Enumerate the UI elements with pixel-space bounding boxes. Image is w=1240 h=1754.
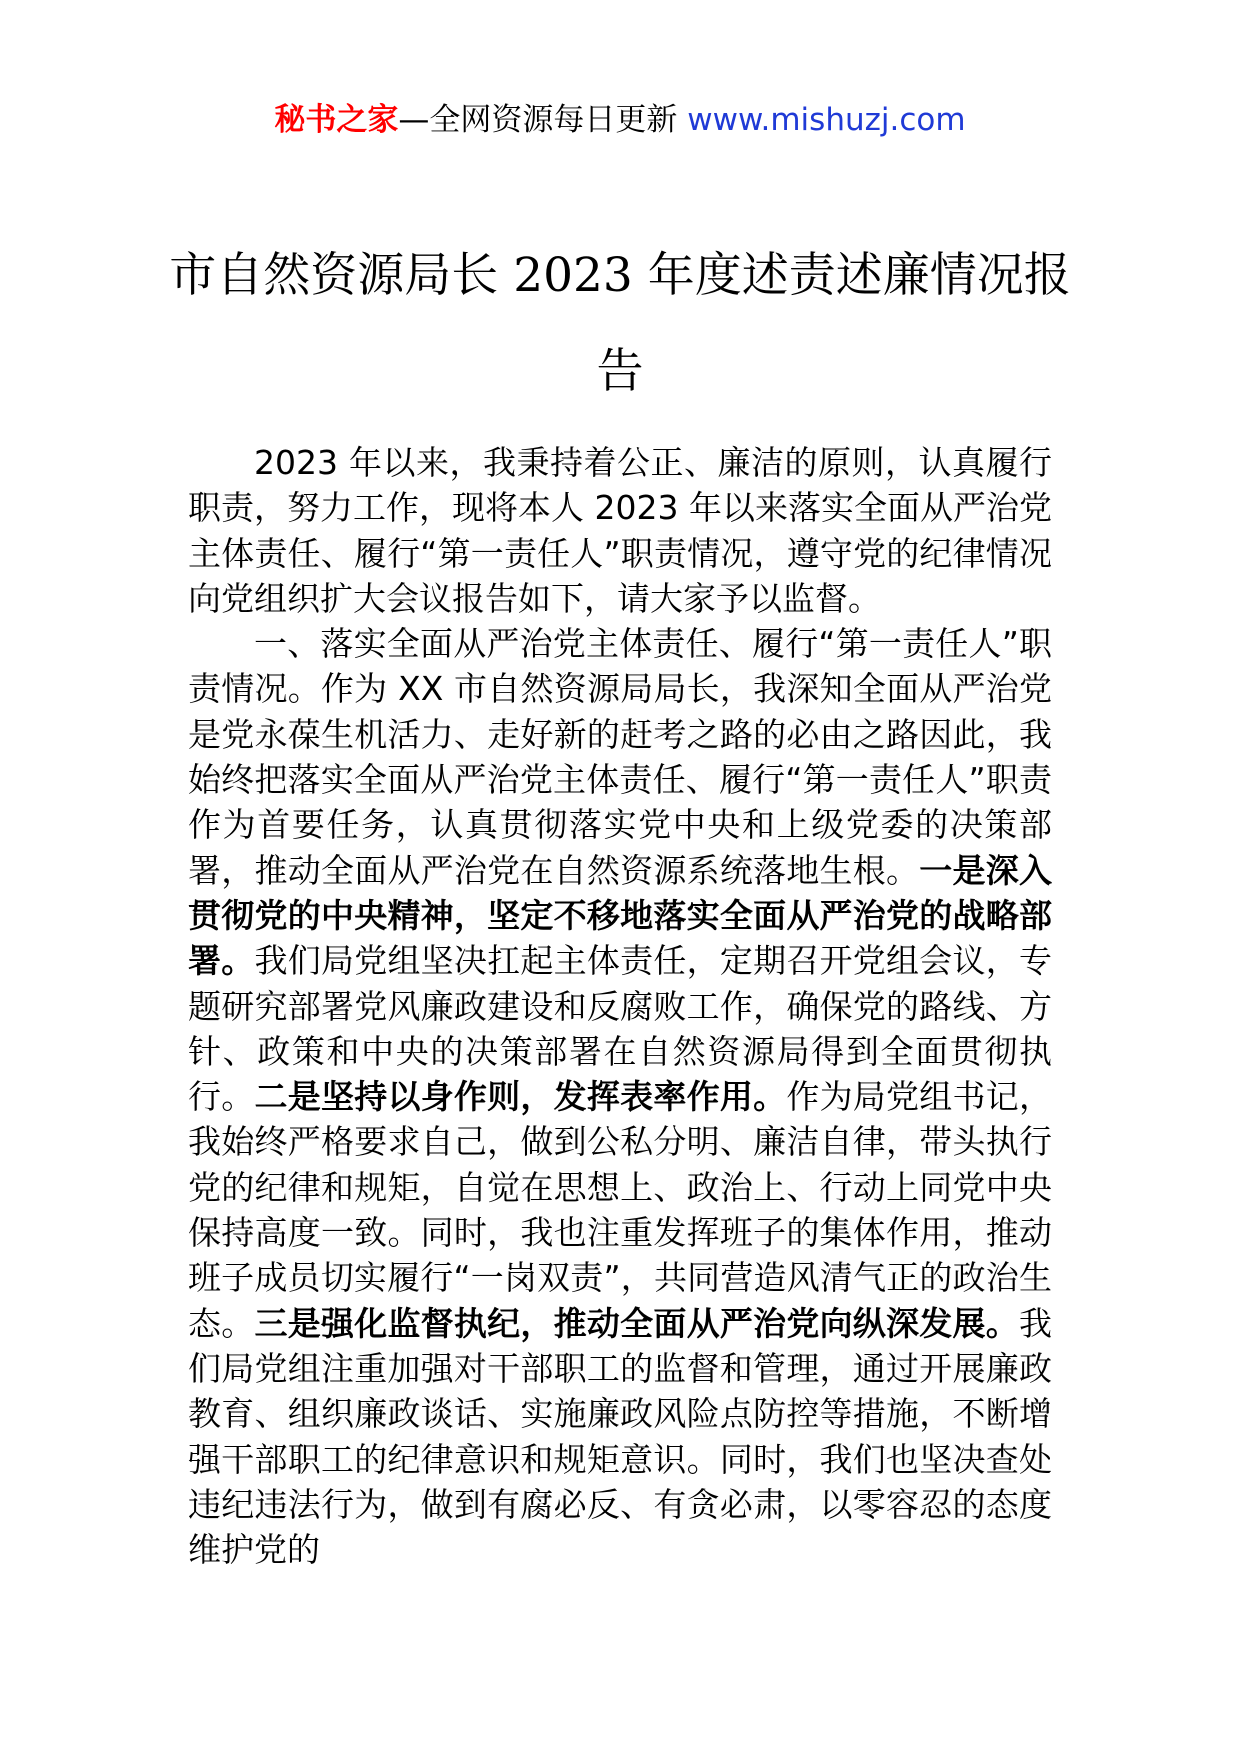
document-title	[150, 228, 1090, 420]
title-line-2: 告	[596, 344, 644, 399]
point-2-text: 作为局党组书记，我始终严格要求自己，做到公私分明、廉洁自律，带头执行党的纪律和规矩，自觉在思想上、政治上、行动上同党中央保持高度一致。同时，我也注重发挥班子的集体作用，推动班子成员切实履行“一岗双责”，共同营造风清气正的政治生态。	[188, 1077, 1053, 1343]
point-1-text: 我们局党组坚决扛起主体责任，定期召开党组会议，专题研究部署党风廉政建设和反腐败工作，确保党的路线、方针、政策和中央的决策部署在自然资源局得到全面贯彻执行。	[188, 941, 1053, 1117]
document-body	[188, 440, 1052, 1572]
website-link[interactable]: www.mishuzj.com	[687, 102, 966, 138]
paragraph-intro: 2023 年以来，我秉持着公正、廉洁的原则，认真履行职责，努力工作，现将本人 2023 年以来落实全面从严治党主体责任、履行“第一责任人”职责情况，遵守党的纪律情况向党组织扩大会议报告如下，请大家予以监督。	[188, 443, 1052, 618]
title-line-1: 市自然资源局长 2023 年度述责述廉情况报	[169, 248, 1071, 303]
site-header	[0, 100, 1240, 140]
point-1-heading: 一是深入贯彻党的中央精神，坚定不移地落实全面从严治党的战略部署。	[188, 850, 1053, 981]
header-tagline: —全网资源每日更新	[398, 102, 688, 138]
point-2-heading: 二是坚持以身作则，发挥表率作用。	[254, 1077, 787, 1117]
section-1-intro: 一、落实全面从严治党主体责任、履行“第一责任人”职责情况。作为 XX 市自然资源局局长，我深知全面从严治党是党永葆生机活力、走好新的赶考之路的必由之路因此，我始终把落实全面从严治党主体责任、履行“第一责任人”职责作为首要任务，认真贯彻落实党中央和上级党委的决策部署，推动全面从严治党在自然资源系统落地生根。	[188, 624, 1052, 890]
point-3-heading: 三是强化监督执纪，推动全面从严治党向纵深发展。	[254, 1303, 1020, 1343]
brand-name: 秘书之家	[274, 102, 399, 138]
point-3-text: 我们局党组注重加强对干部职工的监督和管理，通过开展廉政教育、组织廉政谈话、实施廉政风险点防控等措施，不断增强干部职工的纪律意识和规矩意识。同时，我们也坚决查处违纪违法行为，做到有腐必反、有贪必肃，以零容忍的态度维护党的	[188, 1303, 1053, 1570]
paragraph-section-1	[188, 621, 1052, 1572]
